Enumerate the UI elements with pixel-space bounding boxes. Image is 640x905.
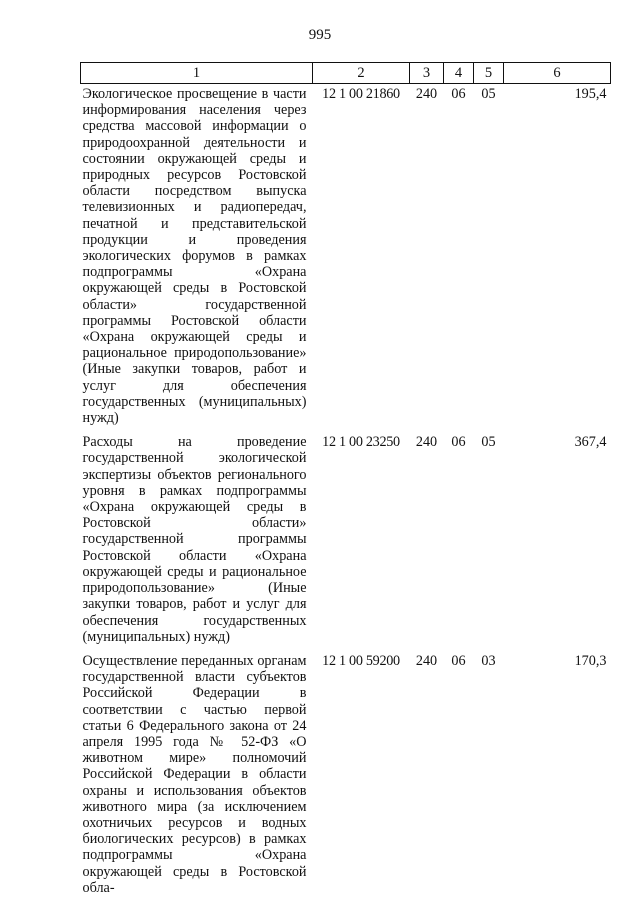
table-body xyxy=(81,84,611,902)
row-col-3: 240 xyxy=(415,86,438,102)
row-amount: 195,4 xyxy=(574,86,607,102)
row-amount: 170,3 xyxy=(574,652,607,669)
table-header xyxy=(81,63,611,84)
row-col-3: 240 xyxy=(415,434,438,451)
row-col-4: 06 xyxy=(451,86,466,102)
row-code: 12 1 00 59200 xyxy=(322,652,400,669)
header-col-6: 6 xyxy=(504,63,611,84)
row-description: Осуществление переданных органам государственной власти субъектов Российской Федерации в соответствии с частью первой статьи 6 Федерального закона от 24 апреля 1995 года № 52-ФЗ «О животном мире» полномочий Российской Федерации в области охраны и использования объектов животного мира (за исключением охотничьих ресурсов и водных биологических ресурсов) в рамках подпрограммы «Охрана окружающей среды в Ростовской обла- xyxy=(82,652,307,896)
row-col-5: 05 xyxy=(481,86,496,102)
row-col-4: 06 xyxy=(451,434,466,451)
budget-table xyxy=(80,62,611,902)
table-row xyxy=(81,432,611,651)
header-col-5: 5 xyxy=(474,63,504,84)
header-col-4: 4 xyxy=(444,63,474,84)
row-description: Расходы на проведение государственной экологической экспертизы объектов регионального уровня в рамках подпрограммы «Охрана окружающей среды в Ростовской области» государственной программы Ростовской области «Охрана окружающей среды и рациональное природопользование» (Иные закупки товаров, работ и услуг для обеспечения государственных (муниципальных) нужд) xyxy=(82,434,307,645)
row-code: 12 1 00 23250 xyxy=(322,434,400,451)
row-amount: 367,4 xyxy=(574,434,607,451)
page-number: 995 xyxy=(308,27,332,43)
row-code: 12 1 00 21860 xyxy=(322,86,400,102)
row-col-3: 240 xyxy=(415,652,438,669)
table-row xyxy=(81,651,611,902)
header-col-2: 2 xyxy=(313,63,410,84)
row-col-4: 06 xyxy=(451,652,466,669)
table-row xyxy=(81,84,611,433)
row-col-5: 03 xyxy=(481,652,496,669)
row-col-5: 05 xyxy=(481,434,496,451)
header-col-3: 3 xyxy=(410,63,444,84)
header-col-1: 1 xyxy=(81,63,313,84)
header-row xyxy=(81,63,611,84)
row-description: Экологическое просвещение в части информирования населения через средства массовой информации о природоохранной деятельности и состоянии окружающей среды и природных ресурсов Ростовской области посредством выпуска телевизионных и радиопередач, печатной и представительской продукции и проведения экологических форумов в рамках подпрограммы «Охрана окружающей среды в Ростовской области» государственной программы Ростовской области «Охрана окружающей среды и рациональное природопользование» (Иные закупки товаров, работ и услуг для обеспечения государственных (муниципальных) нужд) xyxy=(82,86,307,427)
